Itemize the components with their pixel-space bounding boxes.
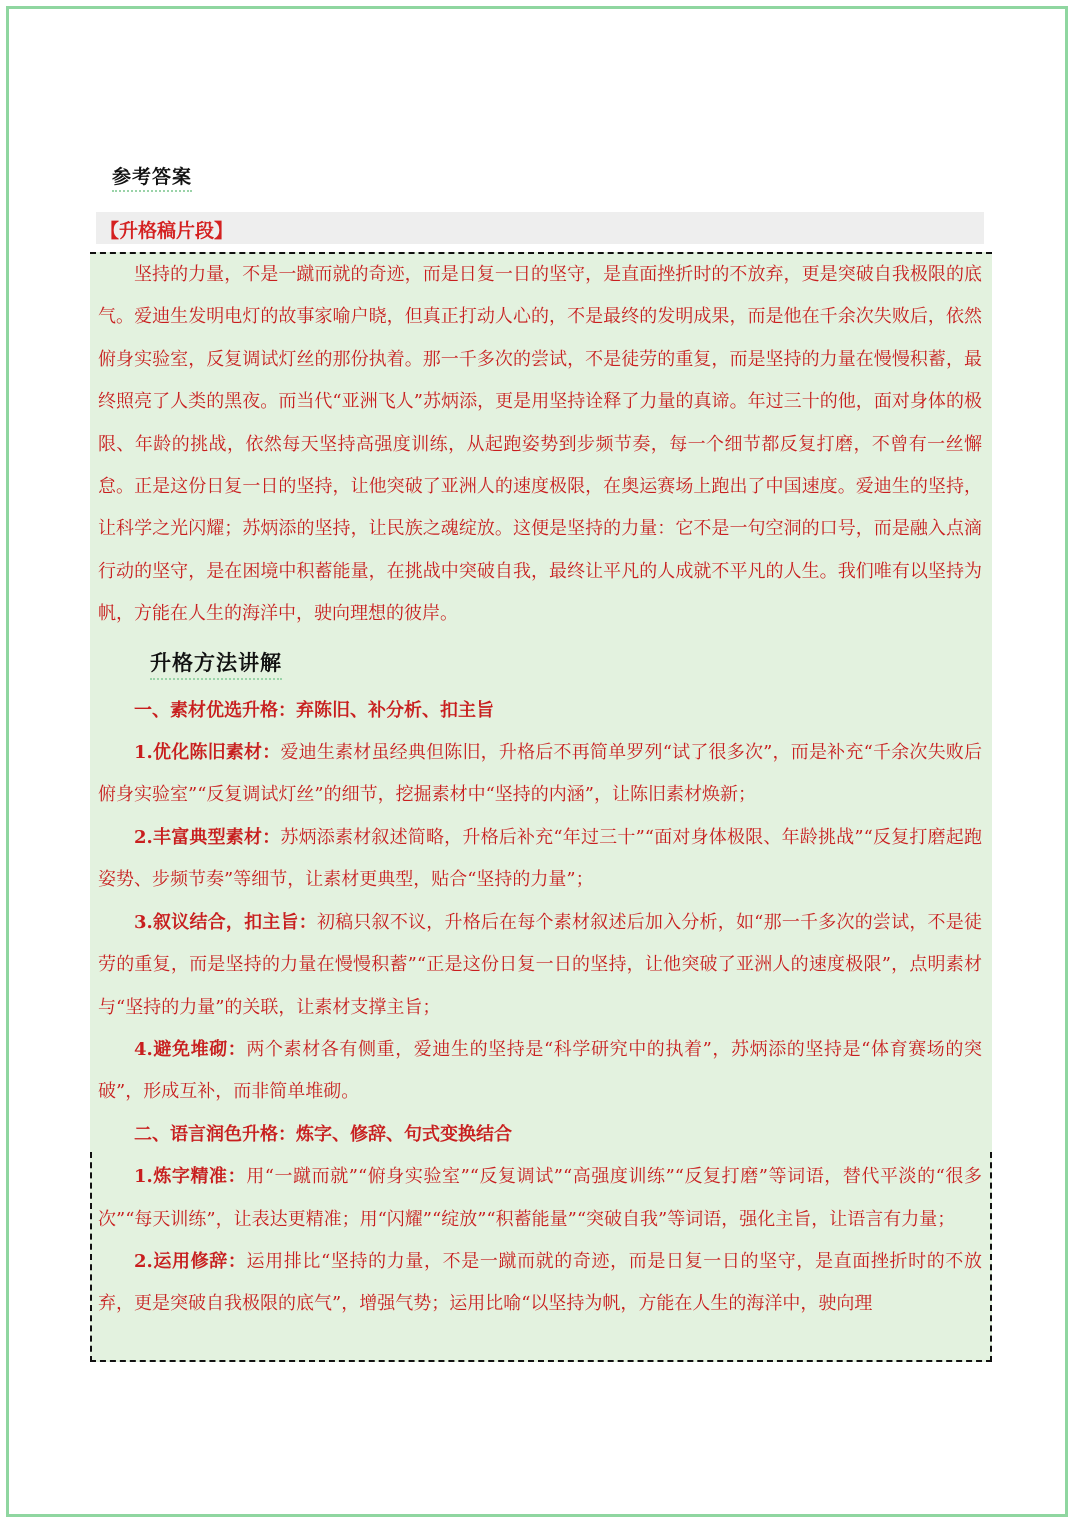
section-header-bar [96, 212, 984, 244]
answer-content [98, 254, 982, 1326]
item-lead: 3.叙议结合，扣主旨： [134, 911, 317, 933]
item-lead: 2.运用修辞： [134, 1250, 247, 1272]
section1-heading: 一、素材优选升格：弃陈旧、补分析、扣主旨 [134, 699, 494, 721]
answer-box-left-dash [90, 1152, 92, 1362]
item-lead: 4.避免堆砌： [134, 1038, 247, 1060]
section2-item-1 [98, 1156, 982, 1241]
item-text: 两个素材各有侧重，爱迪生的坚持是“科学研究中的执着”，苏炳添的坚持是“体育赛场的突破”，形成互补，而非简单堆砌。 [98, 1038, 982, 1103]
section1-item-4 [98, 1029, 982, 1114]
section2-item-2 [98, 1241, 982, 1326]
section-header-label: 【升格稿片段】 [100, 220, 234, 242]
item-text: 初稿只叙不议，升格后在每个素材叙述后加入分析，如“那一千多次的尝试，不是徒劳的重复，而是坚持的力量在慢慢积蓄”“正是这份日复一日的坚持，让他突破了亚洲人的速度极限”，点明素材与“坚持的力量”的关联，让素材支撑主旨； [98, 911, 982, 1018]
item-text: 运用排比“坚持的力量，不是一蹴而就的奇迹，而是日复一日的坚守，是直面挫折时的不放弃，更是突破自我极限的底气”，增强气势；运用比喻“以坚持为帆，方能在人生的海洋中，驶向理 [98, 1250, 982, 1315]
item-lead: 1.炼字精准： [134, 1166, 247, 1188]
answer-box-right-dash [990, 1152, 992, 1362]
item-text: 用“一蹴而就”“俯身实验室”“反复调试”“高强度训练”“反复打磨”等词语，替代平淡的“很多次”“每天训练”，让表达更精准；用“闪耀”“绽放”“积蓄能量”“突破自我”等词语，强化主旨，让语言有力量； [98, 1166, 982, 1230]
item-lead: 1.优化陈旧素材： [134, 742, 281, 764]
section1-item-3 [98, 902, 982, 1029]
section1-item-1 [98, 732, 982, 817]
method-title: 升格方法讲解 [150, 648, 282, 680]
section1-item-2 [98, 817, 982, 902]
item-lead: 2.丰富典型素材： [134, 826, 281, 848]
section2-heading: 二、语言润色升格：炼字、修辞、句式变换结合 [134, 1123, 512, 1145]
item-text: 爱迪生素材虽经典但陈旧，升格后不再简单罗列“试了很多次”，而是补充“千余次失败后俯身实验室”“反复调试灯丝”的细节，挖掘素材中“坚持的内涵”，让陈旧素材焕新； [98, 742, 983, 806]
item-text: 苏炳添素材叙述简略，升格后补充“年过三十”“面对身体极限、年龄挑战”“反复打磨起跑姿势、步频节奏”等细节，让素材更典型，贴合“坚持的力量”； [98, 826, 982, 891]
upgraded-paragraph: 坚持的力量，不是一蹴而就的奇迹，而是日复一日的坚守，是直面挫折时的不放弃，更是突破自我极限的底气。爱迪生发明电灯的故事家喻户晓，但真正打动人心的，不是最终的发明成果，而是他在千余次失败后，依然俯身实验室，反复调试灯丝的那份执着。那一千多次的尝试，不是徒劳的重复，而是坚持的力量在慢慢积蓄，最终照亮了人类的黑夜。而当代“亚洲飞人”苏炳添，更是用坚持诠释了力量的真谛。年过三十的他，面对身体的极限、年龄的挑战，依然每天坚持高强度训练，从起跑姿势到步频节奏，每一个细节都反复打磨，不曾有一丝懈怠。正是这份日复一日的坚持，让他突破了亚洲人的速度极限，在奥运赛场上跑出了中国速度。爱迪生的坚持，让科学之光闪耀；苏炳添的坚持，让民族之魂绽放。这便是坚持的力量：它不是一句空洞的口号，而是融入点滴行动的坚守，是在困境中积蓄能量，在挑战中突破自我，最终让平凡的人成就不平凡的人生。我们唯有以坚持为帆，方能在人生的海洋中，驶向理想的彼岸。 [98, 264, 982, 625]
reference-answer-title: 参考答案 [112, 162, 192, 192]
